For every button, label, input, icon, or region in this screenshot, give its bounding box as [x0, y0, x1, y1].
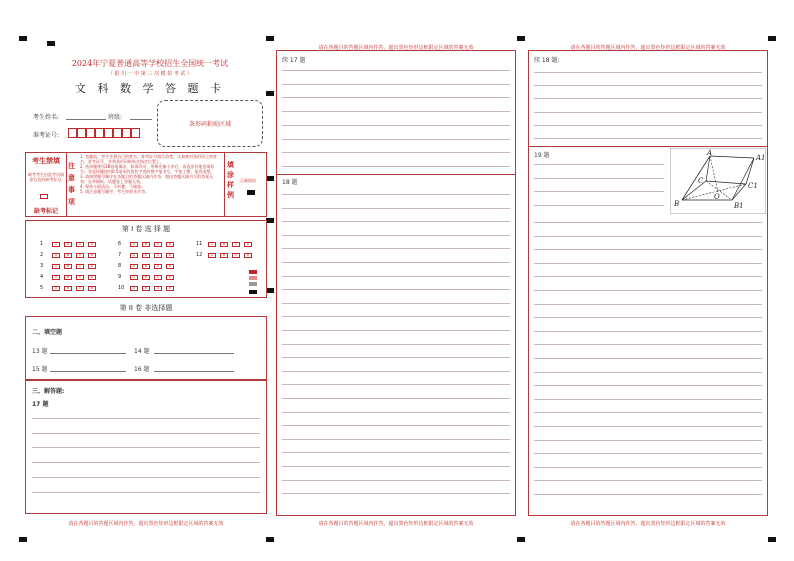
class-line	[130, 119, 152, 120]
class-label: 班级:	[108, 114, 123, 121]
answer-line[interactable]	[282, 84, 510, 85]
mcq-bubble-c[interactable]: C	[154, 242, 162, 247]
answer-line[interactable]	[282, 384, 510, 385]
answer-line[interactable]	[32, 447, 260, 448]
timing-mark	[266, 176, 274, 181]
mcq-bubble-b[interactable]: B	[64, 275, 72, 280]
answer-line[interactable]	[282, 152, 510, 153]
timing-mark	[768, 537, 776, 542]
timing-mark	[266, 218, 274, 223]
mcq-bubble-b[interactable]: B	[142, 253, 150, 258]
answer-line[interactable]	[282, 480, 510, 481]
answer-line[interactable]	[282, 357, 510, 358]
timing-mark	[266, 36, 274, 41]
answer-line[interactable]	[282, 303, 510, 304]
mcq-bubble-c[interactable]: C	[154, 253, 162, 258]
mcq-bubble-c[interactable]: C	[76, 242, 84, 247]
answer-line[interactable]	[282, 412, 510, 413]
page-title: 文 科 数 学 答 题 卡	[75, 82, 225, 95]
answer-line[interactable]	[282, 493, 510, 494]
answer-line[interactable]	[534, 331, 762, 332]
q18-label: 18 题	[282, 179, 298, 186]
mcq-bubble-d[interactable]: D	[166, 264, 174, 269]
answer-line[interactable]	[534, 276, 762, 277]
mcq-bubble-c[interactable]: C	[232, 253, 240, 258]
barcode-area: 条形码粘贴区域	[157, 100, 263, 147]
answer-line[interactable]	[32, 477, 260, 478]
answer-line[interactable]	[282, 316, 510, 317]
mcq-bubble-b[interactable]: B	[220, 253, 228, 258]
answer-line[interactable]	[282, 425, 510, 426]
answer-line[interactable]	[534, 453, 762, 454]
mcq-bubble-c[interactable]: C	[232, 242, 240, 247]
mcq-bubble-b[interactable]: B	[64, 264, 72, 269]
right-panel	[528, 50, 768, 516]
mcq-bubble-d[interactable]: D	[88, 253, 96, 258]
mcq-bubble-a[interactable]: A	[208, 242, 216, 247]
warning-bottom-middle: 请在各题目的答题区域内作答，超出黑色矩形边框限定区域的答案无效	[318, 521, 474, 527]
blank-13-line[interactable]	[50, 353, 126, 354]
notice-item: 4. 保持卡面清洁，不折叠，不破损。	[80, 184, 146, 189]
absent-checkbox[interactable]	[40, 194, 48, 199]
timing-mark	[47, 41, 55, 46]
answer-line[interactable]	[32, 418, 260, 419]
fig-label-A: A	[707, 149, 713, 157]
notice-item: 5. 请注意题号顺序，考生按要求作答。	[80, 189, 150, 194]
mcq-bubble-d[interactable]: D	[166, 286, 174, 291]
answer-line[interactable]	[534, 205, 664, 206]
answer-line[interactable]	[534, 98, 762, 99]
mcq-number: 9	[118, 274, 122, 280]
mcq-number: 2	[40, 252, 44, 258]
warning-bottom-left: 请在各题目的答题区域内作答，超出黑色矩形边框限定区域的答案无效	[68, 521, 224, 527]
section2-title: 第 II 卷 非选择题	[119, 304, 173, 312]
notice-item: 1. 答题前，考生先将自己的姓名、准考证号填写清楚，认真核对条形码上的姓名、准考证号，并将条形码粘贴在指定位置上。	[80, 154, 218, 164]
mcq-bubble-b[interactable]: B	[64, 286, 72, 291]
sample-black	[249, 290, 257, 294]
mcq-bubble-b[interactable]: B	[64, 242, 72, 247]
answer-line[interactable]	[282, 248, 510, 249]
notice-item: 3. 请按照题号顺序在各题目的答题区域内作答，超出答题区域书写的答案无效；在草稿纸、试题卷上答题无效。	[80, 174, 214, 184]
answer-line[interactable]	[534, 344, 762, 345]
mcq-bubble-d[interactable]: D	[166, 242, 174, 247]
mcq-bubble-a[interactable]: A	[130, 253, 138, 258]
warning-top-middle: 请在各题目的答题区域内作答，超出黑色矩形边框限定区域的答案无效	[318, 45, 474, 51]
answer-line[interactable]	[282, 97, 510, 98]
mcq-bubble-b[interactable]: B	[64, 253, 72, 258]
answer-line[interactable]	[534, 112, 762, 113]
answer-line[interactable]	[32, 492, 260, 493]
middle-divider	[276, 174, 516, 175]
fig-label-B: B	[674, 200, 680, 208]
timing-mark	[19, 537, 27, 542]
mcq-number: 6	[118, 241, 122, 247]
title-line2: （ 银 川 一 中 第 三 次 模 拟 考 试 ）	[107, 71, 193, 77]
timing-mark	[768, 36, 776, 41]
answer-line[interactable]	[282, 208, 510, 209]
blank-14-label: 14 题	[134, 348, 150, 355]
mcq-bubble-d[interactable]: D	[88, 275, 96, 280]
fig-label-B1: B1	[734, 202, 744, 210]
blank-16-label: 16 题	[134, 366, 150, 373]
answer-line[interactable]	[282, 221, 510, 222]
mcq-bubble-c[interactable]: C	[76, 264, 84, 269]
timing-mark	[517, 537, 525, 542]
timing-mark	[266, 91, 274, 96]
mcq-bubble-a[interactable]: A	[130, 264, 138, 269]
blank-13-label: 13 题	[32, 348, 48, 355]
answer-line[interactable]	[534, 72, 762, 73]
answer-line[interactable]	[282, 166, 510, 167]
answer-line[interactable]	[534, 222, 762, 223]
timing-mark	[266, 288, 274, 293]
answer-line[interactable]	[534, 412, 762, 413]
answer-line[interactable]	[534, 138, 762, 139]
answer-line[interactable]	[534, 191, 664, 192]
mcq-number: 11	[196, 241, 203, 247]
right-divider	[528, 146, 768, 147]
mcq-number: 8	[118, 263, 122, 269]
mcq-bubble-d[interactable]: D	[166, 253, 174, 258]
prism-figure	[670, 148, 766, 214]
mcq-bubble-a[interactable]: A	[130, 275, 138, 280]
q17-cont-label: 续 17 题	[282, 57, 306, 64]
answer-line[interactable]	[534, 480, 762, 481]
mcq-bubble-a[interactable]: A	[130, 286, 138, 291]
middle-panel	[276, 50, 516, 516]
answer-line[interactable]	[534, 426, 762, 427]
warning-bottom-right: 请在各题目的答题区域内作答，超出黑色矩形边框限定区域的答案无效	[570, 521, 726, 527]
answer-line[interactable]	[282, 466, 510, 467]
answer-line[interactable]	[534, 494, 762, 495]
answer-line[interactable]	[534, 85, 762, 86]
answer-line[interactable]	[282, 330, 510, 331]
mcq-bubble-d[interactable]: D	[166, 275, 174, 280]
answer-line[interactable]	[534, 164, 664, 165]
mcq-bubble-c[interactable]: C	[76, 253, 84, 258]
mcq-bubble-a[interactable]: A	[208, 253, 216, 258]
answer-line[interactable]	[282, 398, 510, 399]
answer-line[interactable]	[282, 194, 510, 195]
answer-line[interactable]	[534, 125, 762, 126]
mcq-bubble-d[interactable]: D	[244, 242, 252, 247]
blank-16-line[interactable]	[154, 371, 234, 372]
mcq-bubble-c[interactable]: C	[154, 264, 162, 269]
answer-line[interactable]	[282, 371, 510, 372]
mcq-bubble-a[interactable]: A	[52, 253, 60, 258]
fig-label-A1: A1	[756, 154, 766, 162]
mcq-bubble-b[interactable]: B	[142, 275, 150, 280]
mcq-bubble-a[interactable]: A	[130, 242, 138, 247]
fig-label-C1: C1	[748, 182, 758, 190]
mcq-bubble-d[interactable]: D	[244, 253, 252, 258]
timing-mark	[266, 537, 274, 542]
blank-14-line[interactable]	[154, 353, 234, 354]
answer-line[interactable]	[534, 317, 762, 318]
answer-line[interactable]	[534, 399, 762, 400]
q17-label: 17 题	[32, 401, 49, 408]
answer-line[interactable]	[32, 433, 260, 434]
mcq-bubble-d[interactable]: D	[88, 242, 96, 247]
notice-left-text: 缺考考生由监考员填涂右边的缺考标记.	[28, 172, 64, 182]
timing-mark	[19, 36, 27, 41]
solve-header: 三、解答题:	[32, 388, 65, 395]
sample-red2	[249, 276, 257, 280]
answer-line[interactable]	[534, 358, 762, 359]
mcq-bubble-c[interactable]: C	[76, 286, 84, 291]
mcq-bubble-a[interactable]: A	[52, 242, 60, 247]
timing-mark	[517, 36, 525, 41]
fill-sample-label: 正确填涂	[240, 178, 256, 183]
mcq-bubble-c[interactable]: C	[76, 275, 84, 280]
answer-line[interactable]	[282, 111, 510, 112]
mcq-number: 12	[196, 252, 203, 258]
mcq-bubble-c[interactable]: C	[154, 286, 162, 291]
notice-items	[80, 154, 220, 194]
answer-line[interactable]	[534, 249, 762, 250]
absent-mark-label: 缺考标记	[33, 208, 58, 215]
answer-line[interactable]	[282, 262, 510, 263]
mcq-number: 10	[118, 285, 125, 291]
sample-red1	[249, 270, 257, 274]
mcq-bubble-b[interactable]: B	[220, 242, 228, 247]
section1-title: 第 I 卷 选 择 题	[121, 225, 171, 233]
fill-sample-title: 填涂样例	[227, 161, 234, 199]
answer-line[interactable]	[534, 263, 762, 264]
mcq-bubble-c[interactable]: C	[154, 275, 162, 280]
answer-line[interactable]	[282, 125, 510, 126]
mcq-bubble-d[interactable]: D	[88, 264, 96, 269]
mcq-number: 1	[40, 241, 44, 247]
mcq-number: 3	[40, 263, 44, 269]
answer-line[interactable]	[534, 304, 762, 305]
fig-label-C: C	[698, 177, 704, 185]
mcq-bubble-b[interactable]: B	[142, 242, 150, 247]
name-line	[66, 119, 106, 120]
notice-item: 2. 选择题使用2B铅笔填涂，如需改动，用橡皮擦干净后，再选涂其他答案标号；非选择题使用0.5毫米的黑色字迹的签字笔书写，字体工整、笔迹清楚。	[80, 164, 215, 174]
fill-header: 二、填空题	[32, 329, 63, 336]
mcq-bubble-b[interactable]: B	[142, 286, 150, 291]
fill-sample-mark	[247, 190, 255, 195]
mcq-number: 5	[40, 285, 44, 291]
id-label: 准考证号:	[33, 132, 60, 139]
mcq-bubble-a[interactable]: A	[52, 275, 60, 280]
answer-line[interactable]	[282, 344, 510, 345]
fig-label-O: O	[714, 193, 720, 201]
answer-line[interactable]	[534, 372, 762, 373]
q19-label: 19 题	[534, 152, 550, 159]
mcq-number: 4	[40, 274, 44, 280]
answer-line[interactable]	[282, 235, 510, 236]
blank-15-label: 15 题	[32, 366, 48, 373]
answer-line[interactable]	[534, 440, 762, 441]
mcq-bubble-a[interactable]: A	[52, 286, 60, 291]
blank-15-line[interactable]	[50, 371, 126, 372]
notice-left-title: 考生禁填	[32, 157, 60, 165]
q18-cont-label: 续 18 题:	[534, 57, 560, 64]
answer-line[interactable]	[534, 290, 762, 291]
answer-line[interactable]	[534, 467, 762, 468]
answer-line[interactable]	[282, 276, 510, 277]
answer-line[interactable]	[282, 70, 510, 71]
mcq-bubble-d[interactable]: D	[88, 286, 96, 291]
answer-line[interactable]	[534, 385, 762, 386]
answer-line[interactable]	[282, 452, 510, 453]
mcq-bubble-b[interactable]: B	[142, 264, 150, 269]
mcq-number: 7	[118, 252, 122, 258]
mcq-bubble-a[interactable]: A	[52, 264, 60, 269]
answer-line[interactable]	[534, 178, 664, 179]
answer-line[interactable]	[282, 289, 510, 290]
warning-top-right: 请在各题目的答题区域内作答，超出黑色矩形边框限定区域的答案无效	[570, 45, 726, 51]
answer-line[interactable]	[282, 139, 510, 140]
answer-line[interactable]	[534, 236, 762, 237]
sample-gray	[249, 282, 257, 286]
notice-center-title: 注意事项	[68, 162, 75, 206]
name-label: 考生姓名:	[33, 114, 60, 121]
answer-line[interactable]	[282, 439, 510, 440]
answer-line[interactable]	[32, 462, 260, 463]
title-line1: 2024年宁夏普通高等学校招生全国统一考试	[71, 59, 229, 68]
